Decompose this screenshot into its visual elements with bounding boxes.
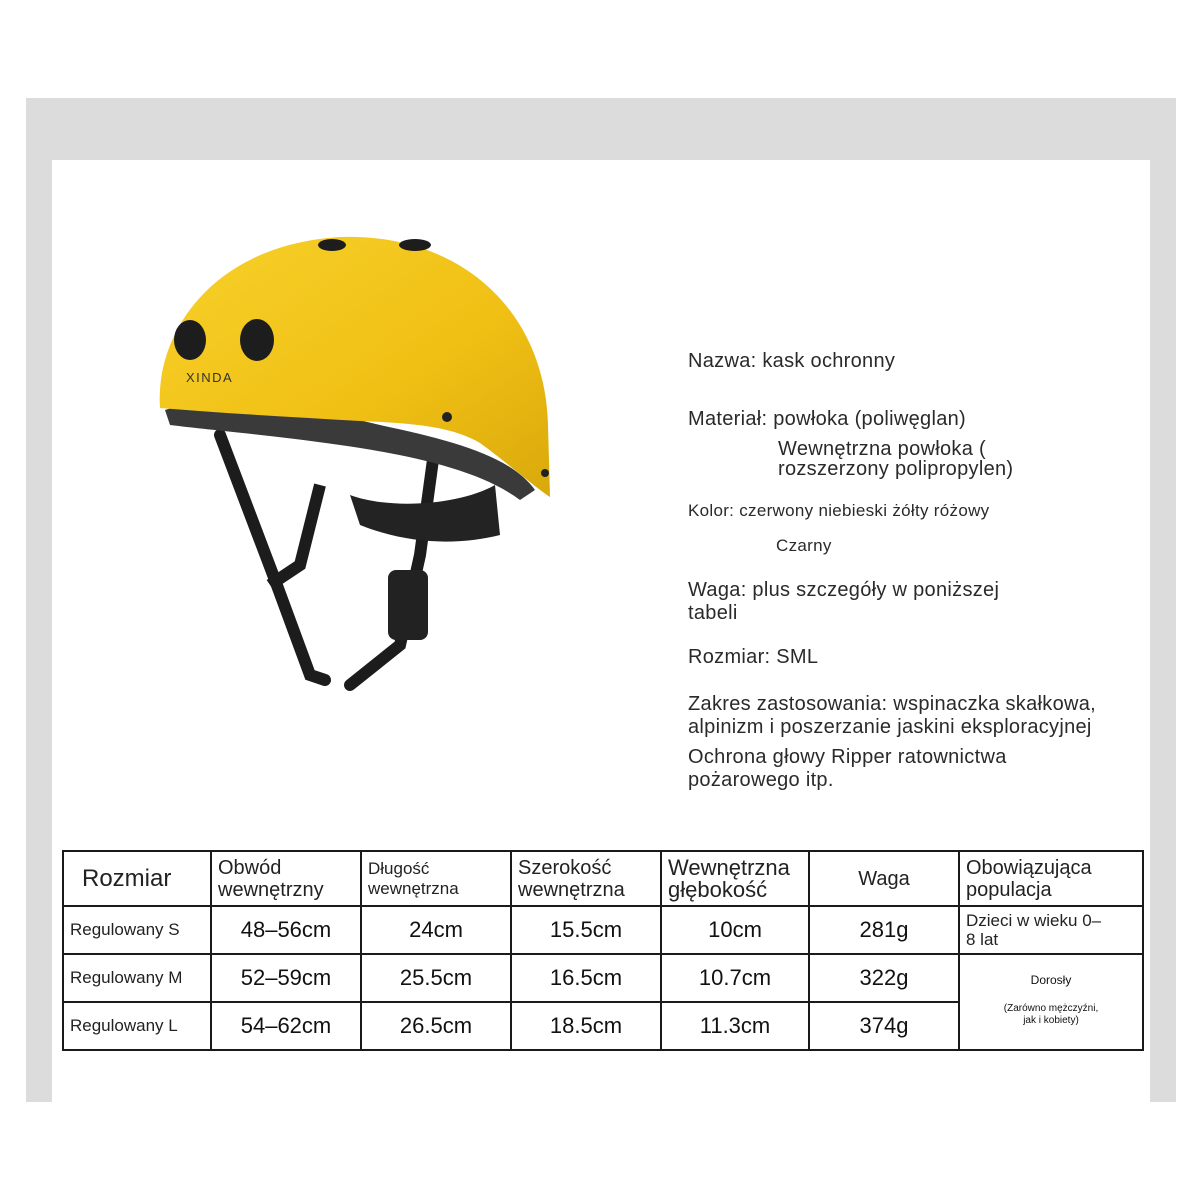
header-length: Długość wewnętrzna — [361, 851, 511, 906]
spec-material-2: Wewnętrzna powłoka ( — [778, 438, 986, 460]
table-header-row — [63, 851, 1143, 906]
spec-scope-1: Zakres zastosowania: wspinaczka skałkowa, — [688, 693, 1097, 715]
cell-weight: 281g — [809, 906, 959, 954]
cell-population-children: Dzieci w wieku 0– 8 lat — [959, 906, 1143, 954]
cell-depth: 10cm — [661, 906, 809, 954]
table-row — [63, 954, 1143, 1002]
spec-scope-4: pożarowego itp. — [688, 769, 834, 791]
size-table — [62, 850, 1144, 1051]
cell-circumference: 54–62cm — [211, 1002, 361, 1050]
cell-weight: 374g — [809, 1002, 959, 1050]
spec-weight-1: Waga: plus szczegóły w poniższej — [688, 579, 1000, 601]
cell-width: 16.5cm — [511, 954, 661, 1002]
cell-circumference: 48–56cm — [211, 906, 361, 954]
vent-icon — [174, 320, 206, 360]
cell-width: 15.5cm — [511, 906, 661, 954]
rivet-icon — [442, 412, 452, 422]
strap-right — [350, 445, 435, 685]
header-depth: Wewnętrzna głębokość — [661, 851, 809, 906]
strap-left — [220, 435, 325, 680]
cell-length: 26.5cm — [361, 1002, 511, 1050]
row-label: Regulowany S — [63, 906, 211, 954]
header-weight: Waga — [809, 851, 959, 906]
row-label: Regulowany L — [63, 1002, 211, 1050]
cell-depth: 11.3cm — [661, 1002, 809, 1050]
rivet-icon — [541, 469, 549, 477]
vent-icon — [399, 239, 431, 251]
frame-right — [1150, 98, 1176, 1102]
cell-width: 18.5cm — [511, 1002, 661, 1050]
row-label: Regulowany M — [63, 954, 211, 1002]
spec-weight-2: tabeli — [688, 602, 738, 624]
spec-scope-3: Ochrona głowy Ripper ratownictwa — [688, 746, 1007, 768]
cell-weight: 322g — [809, 954, 959, 1002]
frame-left — [26, 98, 52, 1102]
frame-top — [26, 98, 1176, 160]
spec-material-1: Materiał: powłoka (poliwęglan) — [688, 408, 967, 430]
header-width: Szerokość wewnętrzna — [511, 851, 661, 906]
header-population: Obowiązująca populacja — [959, 851, 1143, 906]
spec-size: Rozmiar: SML — [688, 646, 819, 668]
cell-depth: 10.7cm — [661, 954, 809, 1002]
cell-length: 24cm — [361, 906, 511, 954]
cell-population-adults: Dorosły (Zarówno mężczyźni, jak i kobiety) — [959, 954, 1143, 1050]
cell-length: 25.5cm — [361, 954, 511, 1002]
table-row — [63, 906, 1143, 954]
vent-icon — [318, 239, 346, 251]
spec-scope-2: alpinizm i poszerzanie jaskini eksploracyjnej — [688, 716, 1092, 738]
spec-name: Nazwa: kask ochronny — [688, 350, 896, 372]
header-circumference: Obwód wewnętrzny — [211, 851, 361, 906]
spec-material-3: rozszerzony polipropylen) — [778, 458, 1014, 480]
header-size: Rozmiar — [63, 851, 211, 906]
brand-logo: XINDA — [186, 370, 234, 385]
vent-icon — [240, 319, 274, 361]
spec-color-2: Czarny — [776, 536, 832, 555]
spec-color-1: Kolor: czerwony niebieski żółty różowy — [688, 501, 990, 520]
helmet-image — [150, 225, 570, 705]
buckle — [388, 570, 428, 640]
cell-circumference: 52–59cm — [211, 954, 361, 1002]
